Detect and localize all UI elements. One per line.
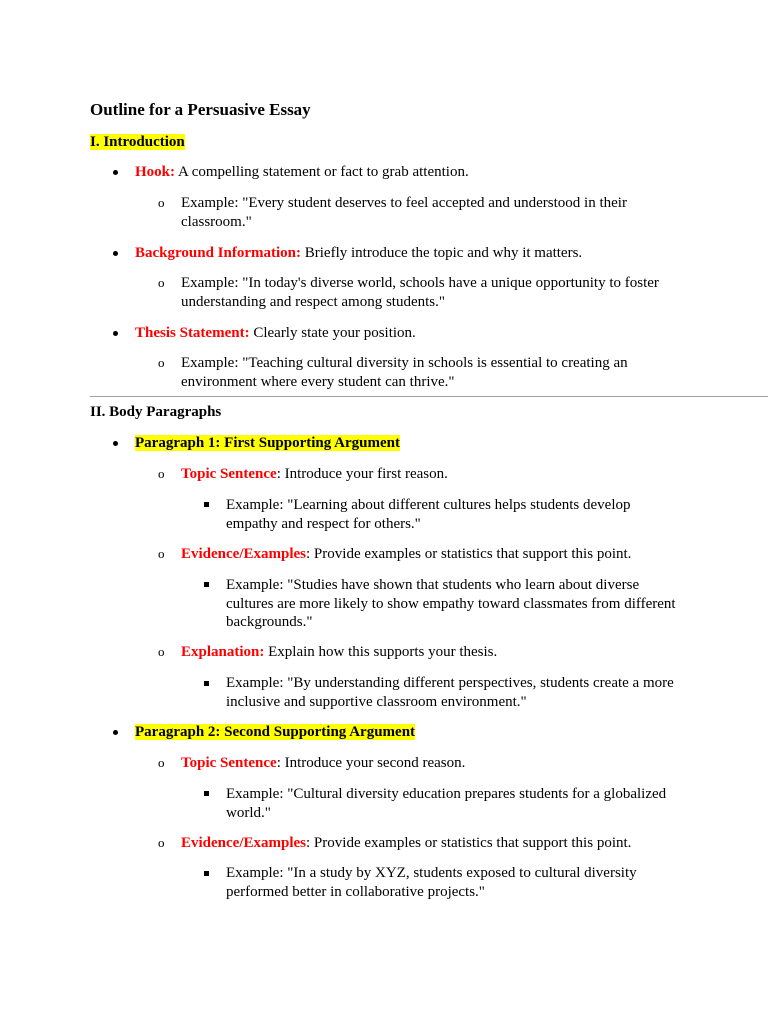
document-title: Outline for a Persuasive Essay: [90, 100, 311, 119]
thesis-example-line-2: environment where every student can thrive.": [181, 373, 455, 390]
p1-evidence-label: Evidence/Examples: [181, 546, 307, 562]
p2-topic-example-line-2: world.": [226, 804, 271, 821]
bullet-circle: o: [158, 546, 165, 561]
bullet-circle: o: [158, 755, 165, 770]
bullet-disc: [113, 170, 118, 175]
p2-topic-example-line-1: Example: "Cultural diversity education prepares students for a globalized: [226, 786, 667, 802]
p1-evidence-example-line-1: Example: "Studies have shown that students who learn about diverse: [226, 577, 640, 593]
p2-topic-label: Topic Sentence: [181, 755, 277, 771]
thesis-text: Clearly state your position.: [249, 325, 416, 341]
bullet-square: [204, 871, 209, 876]
paragraph-2-heading: [135, 723, 415, 742]
p1-evidence-text: : Provide examples or statistics that support this point.: [306, 546, 632, 562]
p1-explanation-example-line-2: inclusive and supportive classroom environment.": [226, 693, 527, 710]
section-heading-introduction-text: I. Introduction: [90, 134, 185, 150]
background-text: Briefly introduce the topic and why it matters.: [301, 245, 583, 261]
background-label: Background Information:: [135, 245, 301, 261]
p1-topic-example-line-1: Example: "Learning about different cultures helps students develop: [226, 497, 631, 513]
list-item-thesis: [135, 324, 416, 343]
hook-example-line-1: Example: "Every student deserves to feel accepted and understood in their: [181, 195, 627, 211]
p1-topic-label: Topic Sentence: [181, 466, 277, 482]
background-example-line-2: understanding and respect among students.": [181, 293, 445, 310]
bullet-disc: [113, 730, 118, 735]
p1-evidence-example-line-2: cultures are more likely to show empathy toward classmates from different: [226, 595, 676, 612]
p2-evidence-text: : Provide examples or statistics that support this point.: [306, 835, 632, 851]
p1-topic-text: : Introduce your first reason.: [276, 466, 448, 482]
paragraph-1-heading: [135, 434, 400, 453]
section-heading-introduction: [90, 133, 185, 152]
list-item-background: [135, 244, 582, 263]
bullet-circle: o: [158, 835, 165, 850]
bullet-square: [204, 791, 209, 796]
horizontal-rule: [90, 396, 768, 397]
bullet-circle: o: [158, 466, 165, 481]
section-heading-body-paragraphs: II. Body Paragraphs: [90, 404, 222, 420]
p2-evidence-label: Evidence/Examples: [181, 835, 307, 851]
bullet-square: [204, 582, 209, 587]
bullet-disc: [113, 331, 118, 336]
background-example-line-1: Example: "In today's diverse world, schools have a unique opportunity to foster: [181, 275, 659, 291]
p1-explanation-label: Explanation:: [181, 644, 265, 660]
bullet-disc: [113, 441, 118, 446]
p1-topic-sentence: [181, 465, 448, 484]
bullet-square: [204, 681, 209, 686]
bullet-circle: o: [158, 195, 165, 210]
bullet-square: [204, 502, 209, 507]
bullet-disc: [113, 251, 118, 256]
hook-example-line-2: classroom.": [181, 213, 252, 230]
p1-evidence-example-line-3: backgrounds.": [226, 614, 313, 630]
thesis-example-line-1: Example: "Teaching cultural diversity in schools is essential to creating an: [181, 355, 628, 371]
thesis-label: Thesis Statement:: [135, 325, 250, 341]
p1-topic-example-line-2: empathy and respect for others.": [226, 515, 421, 532]
hook-text: A compelling statement or fact to grab attention.: [175, 164, 469, 180]
p1-evidence: [181, 545, 631, 564]
p2-evidence: [181, 834, 631, 853]
bullet-circle: o: [158, 355, 165, 370]
p2-evidence-example-line-2: performed better in collaborative projects.": [226, 883, 485, 900]
paragraph-1-heading-text: Paragraph 1: First Supporting Argument: [135, 435, 401, 451]
p2-topic-sentence: [181, 754, 465, 773]
bullet-circle: o: [158, 275, 165, 290]
p1-explanation-text: Explain how this supports your thesis.: [264, 644, 498, 660]
p1-explanation: [181, 643, 497, 662]
list-item-hook: [135, 163, 469, 182]
p2-topic-text: : Introduce your second reason.: [276, 755, 466, 771]
p2-evidence-example-line-1: Example: "In a study by XYZ, students exposed to cultural diversity: [226, 865, 637, 881]
bullet-circle: o: [158, 644, 165, 659]
p1-explanation-example-line-1: Example: "By understanding different perspectives, students create a more: [226, 675, 674, 691]
paragraph-2-heading-text: Paragraph 2: Second Supporting Argument: [135, 724, 416, 740]
hook-label: Hook:: [135, 164, 176, 180]
